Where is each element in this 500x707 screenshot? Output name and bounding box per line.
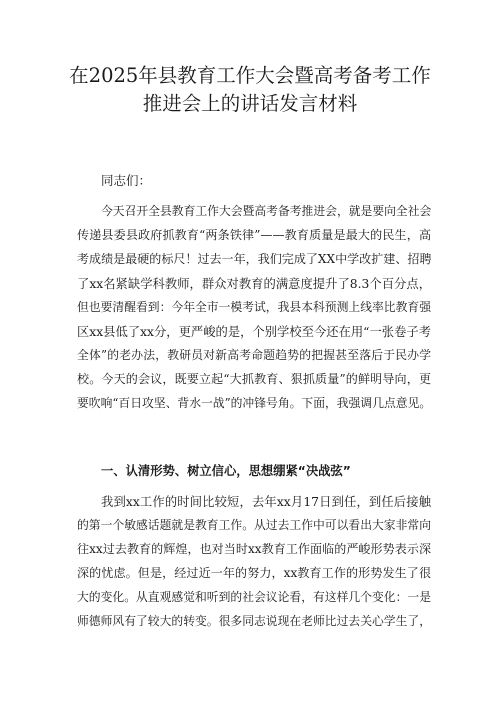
- title-line-2: 推进会上的讲话发言材料: [142, 92, 358, 115]
- paragraph-1-line: 全体”的老办法，教研员对新高考命题趋势的把握甚至落后于民办学: [77, 348, 431, 362]
- paragraph-1-line: 了xx名紧缺学科教师，群众对教育的满意度提升了8.3个百分点，: [77, 277, 431, 291]
- paragraph-1-line: 校。今天的会议，既要立起“大抓教育、狠抓质量”的鲜明导向，更: [77, 372, 431, 386]
- paragraph-2-line: 大的变化。从直观感觉和听到的社会议论看，有这样几个变化：一是: [77, 590, 431, 604]
- salutation: 同志们：: [101, 173, 152, 188]
- paragraph-1-line: 要吹响“百日攻坚、背水一战”的冲锋号角。下面，我强调几点意见。: [77, 396, 432, 410]
- paragraph-2-line: 深的忧虑。但是，经过近一年的努力，xx教育工作的形势发生了很: [77, 566, 431, 580]
- paragraph-2-line: 往xx过去教育的辉煌，也对当时xx教育工作面临的严峻形势表示深: [77, 542, 431, 556]
- paragraph-1-line: 今天召开全县教育工作大会暨高考备考推进会，就是要向全社会: [101, 204, 432, 218]
- paragraph-1-line: 传递县委县政府抓教育“两条铁律”——教育质量是最大的民生，高: [77, 228, 431, 242]
- paragraph-1-line: 考成绩是最硬的标尺！过去一年，我们完成了XX中学改扩建、招聘: [77, 252, 432, 266]
- section-heading-1: 一、认清形势、树立信心，思想绷紧“决战弦”: [101, 464, 351, 478]
- paragraph-2-line: 我到xx工作的时间比较短，去年xx月17日到任，到任后接触: [101, 495, 431, 509]
- document-title: [40, 62, 460, 118]
- paragraph-2-line: 的第一个敏感话题就是教育工作。从过去工作中可以看出大家非常向: [77, 518, 431, 532]
- paragraph-1-line: 但也要清醒看到：今年全市一模考试，我县本科预测上线率比教育强: [77, 300, 431, 314]
- paragraph-1-line: 区xx县低了xx分，更严峻的是，个别学校至今还在用“一张卷子考: [77, 325, 431, 339]
- paragraph-2-line: 师德师风有了较大的转变。很多同志说现在老师比过去关心学生了，: [77, 614, 431, 628]
- title-line-1: 在2025年县教育工作大会暨高考备考工作: [69, 64, 431, 87]
